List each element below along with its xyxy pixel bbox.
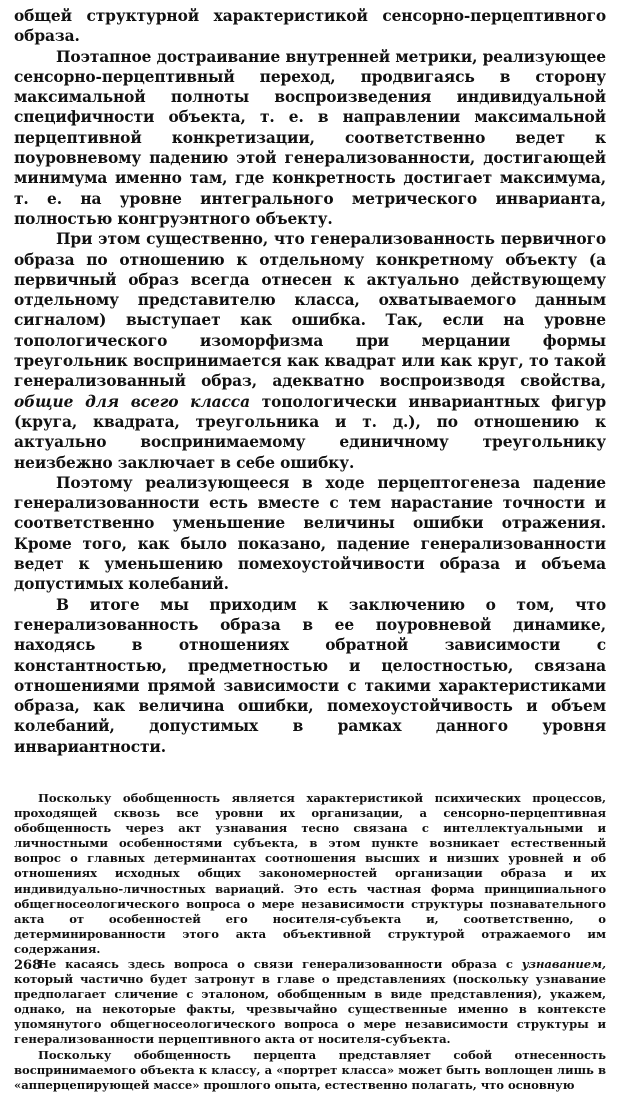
- footnote-2-part-a: Не касаясь здесь вопроса о связи генерализованности образа с: [38, 957, 522, 972]
- section-gap: [14, 757, 606, 791]
- footnote-2-part-b: который частично будет затронут в главе о представлениях (поскольку узнавание предполагает сличение с эталоном, обобщенным в виде представления), укажем, однако, на некоторые факты, чрезвычайно существенные именно в контексте упомянутого общегносеологического вопроса о мере независимости структуры и генерализованности перцептивного акта от носителя-субъекта.: [14, 972, 606, 1047]
- paragraph-2: Поэтапное достраивание внутренней метрики, реализующее сенсорно-перцептивный переход, продвигаясь в сторону максимальной полноты воспроизведения индивидуальной специфичности объекта, т. е. в направлении максимальной перцептивной конкретизации, соответственно ведет к поуровневому падению этой генерализованности, достигающей минимума именно там, где конкретность достигает максимума, т. е. на уровне интегрального метрического инварианта, полностью конгруэнтного объекту.: [14, 47, 606, 228]
- footnote-2-emphasis: узнаванием,: [521, 957, 606, 972]
- paragraph-1: общей структурной характеристикой сенсорно-перцептивного образа.: [14, 7, 606, 46]
- paragraph-5: В итоге мы приходим к заключению о том, что генерализованность образа в ее поуровневой динамике, находясь в отношениях обратной зависимости с константностью, предметностью и целостностью, связана отношениями прямой зависимости с такими характеристиками образа, как величина ошибки, помехоустойчивость и объем колебаний, допустимых в рамках данного уровня инвариантности.: [14, 595, 606, 756]
- paragraph-3: [14, 229, 606, 473]
- footnote-3: Поскольку обобщенность перцепта представляет собой отнесенность воспринимаемого объекта к классу, а «портрет класса» может быть воплощен лишь в «апперцепирующей массе» прошлого опыта, естественно полагать, что основную: [14, 1047, 606, 1092]
- footnote-1: Поскольку обобщенность является характеристикой психических процессов, проходящей сквозь все уровни их организации, а сенсорно-перцептивная обобщенность через акт узнавания тесно связана с интеллектуальными и личностными особенностями субъекта, в этом пункте возникает естественный вопрос о главных детерминантах соотношения высших и низших уровней и об отношениях исходных общих закономерностей организации образа и их индивидуально-личностных вариаций. Это есть частная форма принципиального общегносеологического вопроса о мере независимости структуры познавательного акта от особенностей его носителя-субъекта и, соответственно, о детерминированности этого акта объективной структурой отражаемого им содержания.: [14, 790, 606, 956]
- paragraph-3-part-b: топологически инвариантных фигур (круга, квадрата, треугольника и т. д.), по отношению к актуально воспринимаемому единичному треугольнику неизбежно заключает в себе ошибку.: [14, 392, 606, 472]
- main-text: [14, 6, 606, 757]
- footnotes: [14, 791, 606, 1093]
- paragraph-3-emphasis: общие для всего класса: [14, 392, 250, 411]
- paragraph-3-part-a: При этом существенно, что генерализованность первичного образа по отношению к отдельному конкретному объекту (а первичный образ всегда отнесен к актуально действующему отдельному представителю класса, охватываемого данным сигналом) выступает как ошибка. Так, если на уровне топологического изоморфизма при мерцании формы треугольник воспринимается как квадрат или как круг, то такой генерализованный образ, адекватно воспроизводя свойства,: [14, 230, 606, 391]
- page-number: 268: [14, 958, 42, 973]
- footnote-2: [14, 957, 606, 1048]
- document-page: [14, 6, 606, 1092]
- paragraph-4: Поэтому реализующееся в ходе перцептогенеза падение генерализованности есть вместе с тем нарастание точности и соответственно уменьшение величины ошибки отражения. Кроме того, как было показано, падение генерализованности ведет к уменьшению помехоустойчивости образа и объема допустимых колебаний.: [14, 473, 606, 594]
